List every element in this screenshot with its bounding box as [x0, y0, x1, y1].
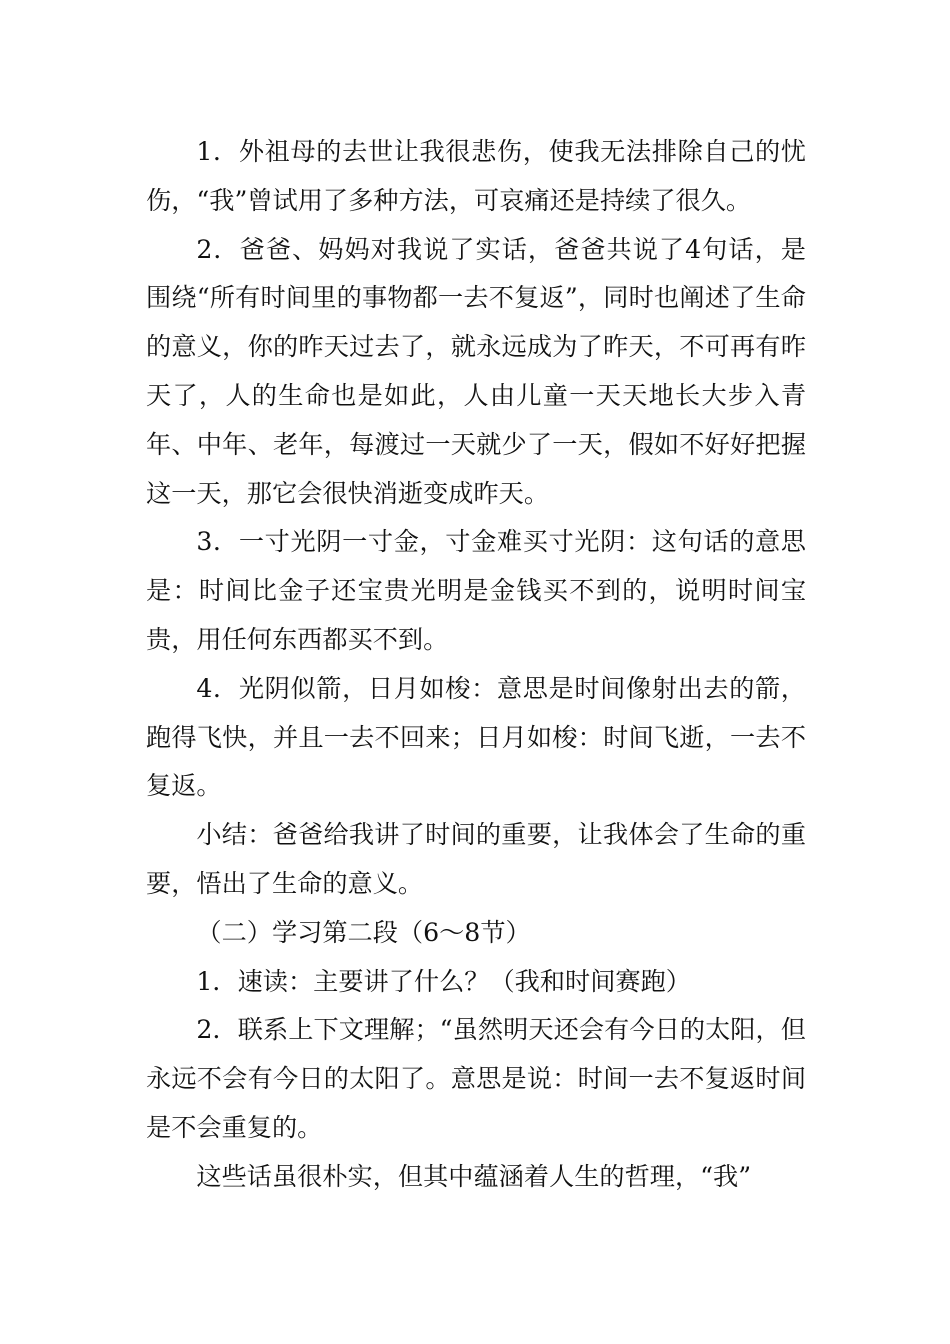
section-heading: （二）学习第二段（6～8节）: [196, 917, 531, 947]
paragraph-context: 2．联系上下文理解；“虽然明天还会有今日的太阳，但永远不会有今日的太阳了。意思是说：时间一去不复返时间是不会重复的。: [146, 1015, 806, 1142]
paragraph-philosophy: 这些话虽很朴实，但其中蕴涵着人生的哲理，“我”: [196, 1161, 752, 1191]
paragraph-summary: 小结：爸爸给我讲了时间的重要，让我体会了生命的重要，悟出了生命的意义。: [146, 820, 806, 898]
paragraph-proverb-gold: 3．一寸光阴一寸金，寸金难买寸光阴：这句话的意思是：时间比金子还宝贵光明是金钱买不到的，说明时间宝贵，用任何东西都买不到。: [146, 527, 806, 654]
paragraph-grandmother: 1．外祖母的去世让我很悲伤，使我无法排除自己的忧伤，“我”曾试用了多种方法，可哀痛还是持续了很久。: [146, 137, 806, 215]
document-body: [146, 128, 806, 1202]
paragraph-proverb-arrow: 4．光阴似箭，日月如梭：意思是时间像射出去的箭，跑得飞快，并且一去不回来；日月如梭：时间飞逝，一去不复返。: [146, 673, 806, 801]
paragraph-speed-read: 1．速读：主要讲了什么？（我和时间赛跑）: [196, 966, 691, 996]
paragraph-father-words: 2．爸爸、妈妈对我说了实话，爸爸共说了4句话，是围绕“所有时间里的事物都一去不复返”，同时也阐述了生命的意义，你的昨天过去了，就永远成为了昨天，不可再有昨天了，人的生命也是如此，人由儿童一天天地长大步入青年、中年、老年，每渡过一天就少了一天，假如不好好把握这一天，那它会很快消逝变成昨天。: [146, 234, 806, 508]
